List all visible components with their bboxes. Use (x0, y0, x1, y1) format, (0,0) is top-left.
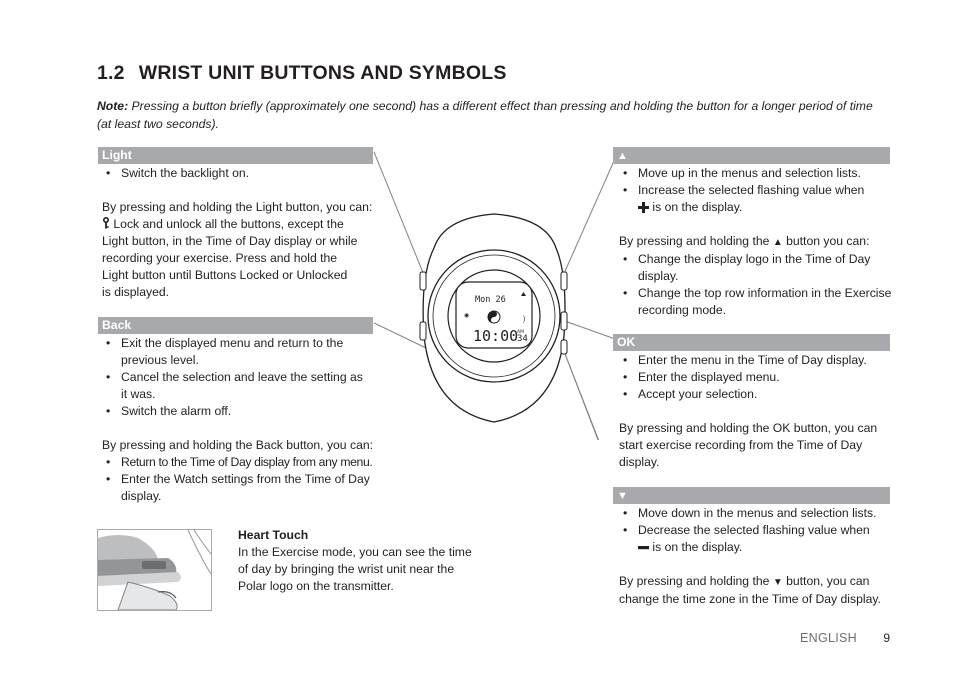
down-header (613, 487, 890, 504)
light-hold-line: recording your exercise. Press and hold the (102, 251, 338, 265)
page-number: 9 (883, 631, 890, 645)
down-section (619, 505, 909, 608)
key-lock-icon (102, 217, 110, 229)
up-hold-intro: By pressing and holding the ▲ button you can: (619, 234, 870, 248)
triangle-down-icon: ▼ (617, 490, 628, 502)
heart-touch-title: Heart Touch (238, 528, 309, 542)
light-section (102, 165, 387, 301)
up-header (613, 147, 890, 164)
footer-language: ENGLISH (800, 631, 857, 645)
heart-touch-section (238, 527, 488, 595)
back-hold-bullet: • Enter the Watch settings from the Time of Day display. (102, 471, 392, 505)
up-hold-bullet: • Change the display logo in the Time of Day display. (619, 251, 909, 285)
light-hold-line: Lock and unlock all the buttons, except the (102, 216, 387, 233)
light-bullet: • Switch the backlight on. (102, 165, 387, 182)
back-section (102, 335, 392, 505)
down-bullet: • Decrease the selected flashing value when is on the display. (619, 522, 909, 556)
back-header: Back (98, 317, 373, 334)
up-hold-bullet: • Change the top row information in the Exercise recording mode. (619, 285, 909, 319)
up-bullet: • Increase the selected flashing value when is on the display. (619, 182, 909, 216)
heart-touch-line: Polar logo on the transmitter. (238, 579, 394, 593)
plus-icon (638, 202, 649, 213)
up-section (619, 165, 909, 319)
svg-text:): ) (523, 316, 526, 323)
light-hold-intro: By pressing and holding the Light button, you can: (102, 200, 373, 214)
light-hold-line: is displayed. (102, 285, 170, 299)
note-text: Pressing a button briefly (approximately one second) has a different effect than pressing and holding the button for a longer period of time (at least two seconds). (97, 99, 873, 131)
back-hold-intro: By pressing and holding the Back button, you can: (102, 438, 374, 452)
ok-hold-line: start exercise recording from the Time of Day (619, 438, 863, 452)
triangle-up-icon: ▲ (772, 237, 783, 248)
light-hold-line: Light button until Buttons Locked or Unlocked (102, 268, 348, 282)
up-bullet: • Move up in the menus and selection lists. (619, 165, 909, 182)
ok-header: OK (613, 334, 890, 351)
section-title (97, 62, 507, 85)
ok-bullet: • Accept your selection. (619, 386, 909, 403)
light-header: Light (98, 147, 373, 164)
light-hold-line: Light button, in the Time of Day display or while (102, 234, 358, 248)
watch-time: 10:00 (473, 327, 519, 345)
down-bullet: • Move down in the menus and selection lists. (619, 505, 909, 522)
ok-hold-line: display. (619, 455, 660, 469)
heart-touch-line: of day by bringing the wrist unit near the (238, 562, 455, 576)
minus-icon (638, 542, 649, 553)
down-hold-line: change the time zone in the Time of Day display. (619, 592, 881, 606)
back-bullet: • Switch the alarm off. (102, 403, 392, 420)
ok-bullet: • Enter the displayed menu. (619, 369, 909, 386)
back-bullet: • Cancel the selection and leave the setting as it was. (102, 369, 392, 403)
heart-touch-line: In the Exercise mode, you can see the time (238, 545, 472, 559)
watch-date: Mon 26 (475, 295, 506, 305)
back-bullet: • Exit the displayed menu and return to the previous level. (102, 335, 392, 369)
ok-hold-line: By pressing and holding the OK button, you can (619, 421, 878, 435)
watch-am: AM (517, 330, 524, 335)
section-number: 1.2 (97, 62, 125, 84)
ok-bullet: • Enter the menu in the Time of Day display. (619, 352, 909, 369)
triangle-up-icon: ▲ (617, 150, 628, 162)
transmitter-illustration-drawing (98, 530, 211, 610)
section-title-text: WRIST UNIT BUTTONS AND SYMBOLS (138, 62, 507, 84)
transmitter-illustration (97, 529, 212, 611)
wrist-unit-illustration (372, 140, 622, 440)
triangle-down-icon: ▼ (772, 577, 783, 588)
ok-section (619, 352, 909, 471)
watch-seconds: 34 (517, 334, 528, 344)
down-hold-line: By pressing and holding the ▼ button, you can (619, 574, 870, 588)
note (97, 97, 887, 133)
note-label: Note: (97, 99, 129, 113)
watch-sound-icon: ◉ (464, 313, 470, 319)
back-hold-bullet: • Return to the Time of Day display from any menu. (102, 454, 392, 471)
